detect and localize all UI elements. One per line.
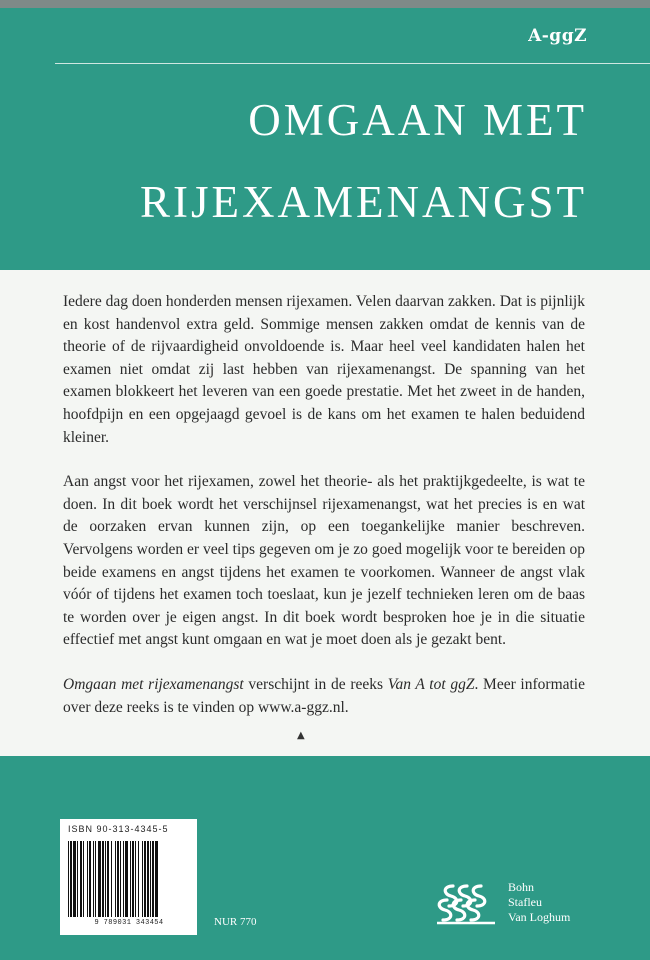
blurb-paragraph-1: Iedere dag doen honderden mensen rijexamen. Velen daarvan zakken. Dat is pijnlijk en kost handenvol extra geld. Sommige mensen zakken omdat de kennis van de theorie of de rijvaardigheid onvoldoende is. Maar heel veel kandidaten halen het examen niet omdat zij last hebben van rijexamenangst. De spanning van het examen blokkeert het leveren van een goede prestatie. Met het zweet in de handen, hoofdpijn en een opgejaagd gevoel is de kans om het examen te halen beduidend kleiner. <box>63 293 585 446</box>
barcode-bar <box>132 841 134 917</box>
barcode-bar <box>70 841 72 917</box>
series-mark: A-ggZ <box>528 26 587 46</box>
barcode-bar <box>138 841 139 917</box>
barcode-bar <box>89 841 91 917</box>
barcode-bar <box>107 841 109 917</box>
nur-code: NUR 770 <box>214 916 257 928</box>
barcode-bar <box>98 841 101 917</box>
blurb-text-1: verschijnt in de reeks <box>243 675 388 693</box>
blurb-text <box>63 291 585 719</box>
book-title-line1: OMGAAN MET <box>248 95 587 145</box>
barcode-bar <box>123 841 124 917</box>
publisher-name <box>508 880 570 925</box>
barcode-bar <box>117 841 119 917</box>
blurb-book-title: Omgaan met rijexamenangst <box>63 675 244 693</box>
barcode-bar <box>144 841 146 917</box>
barcode-bar <box>87 841 88 917</box>
barcode-bar <box>111 841 112 917</box>
barcode-bar <box>95 841 96 917</box>
barcode-bar <box>142 841 143 917</box>
barcode-bar <box>80 841 82 917</box>
barcode-bar <box>135 841 136 917</box>
barcode-bar <box>125 841 128 917</box>
barcode-bar <box>147 841 149 917</box>
blurb-paragraph-2: Aan angst voor het rijexamen, zowel het theorie- als het praktijkgedeelte, is wat te doen. In dit boek wordt het verschijnsel rijexamenangst, wat het precies is en wat de oorzaken ervan kunnen zijn, op een toegankelijke manier beschreven. Vervolgens worden er veel tips gegeven om je zo goed mogelijk voor te bereiden op beide examens en angst tijdens het examen te voorkomen. Wanneer de angst vlak vóór of tijdens het examen toch toeslaat, kun je jezelf technieken leren om de baas te worden over je eigen angst. In dit boek wordt besproken hoe je in die situatie effectief met angst kunt omgaan en wat je moet doen als je gezakt bent. <box>63 473 585 649</box>
barcode-bar <box>83 841 84 917</box>
barcode-bar <box>115 841 116 917</box>
barcode-bar <box>152 841 154 917</box>
barcode-bar <box>73 841 76 917</box>
blurb-series-name: Van A tot ggZ <box>387 675 475 693</box>
publisher-line-2: Stafleu <box>508 895 542 909</box>
print-mark: ▲ <box>297 730 305 741</box>
barcode-bar <box>155 841 158 917</box>
barcode-bar <box>105 841 106 917</box>
barcode-box <box>60 819 197 935</box>
barcode-bar <box>102 841 104 917</box>
book-title-line2: RIJEXAMENANGST <box>140 177 587 227</box>
barcode-bar <box>68 841 69 917</box>
header-rule <box>55 63 650 64</box>
barcode-bar <box>120 841 121 917</box>
isbn-label: ISBN 90-313-4345-5 <box>68 824 169 834</box>
barcode <box>68 841 189 917</box>
cover-top-edge <box>0 0 650 8</box>
blurb-text-2: . Meer informatie over deze reeks is te vinden op www.a-ggz.nl. <box>63 675 585 716</box>
barcode-bar <box>130 841 131 917</box>
bsl-logo-icon <box>433 880 499 926</box>
blurb-paragraph-3 <box>63 674 585 719</box>
barcode-bar <box>93 841 94 917</box>
publisher-line-1: Bohn <box>508 880 535 894</box>
barcode-bar <box>150 841 151 917</box>
barcode-digits: 9 789031 343454 <box>94 919 164 927</box>
publisher-line-3: Van Loghum <box>508 910 571 924</box>
barcode-bar <box>77 841 78 917</box>
